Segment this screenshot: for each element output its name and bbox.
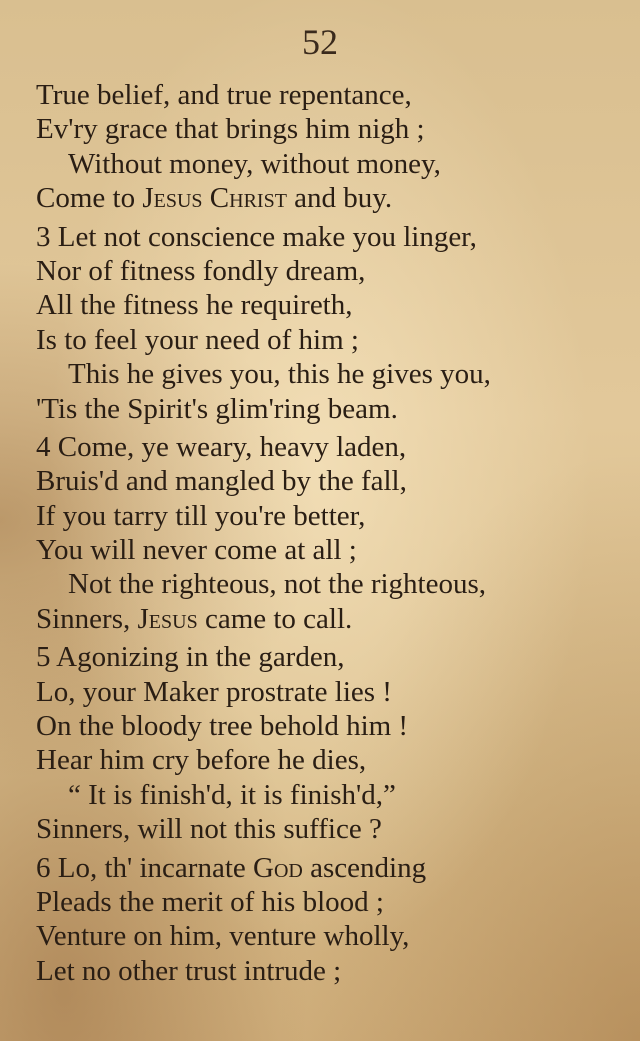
verse-line: Bruis'd and mangled by the fall, [36, 465, 407, 498]
verse-line: 5 Agonizing in the garden, [36, 641, 345, 674]
verse-line: Come to Jesus Christ and buy. [36, 182, 393, 215]
verse-line: This he gives you, this he gives you, [68, 358, 491, 391]
verse-line: Without money, without money, [68, 147, 441, 180]
verse-line: Not the righteous, not the righteous, [68, 568, 487, 601]
verse-line: All the fitness he requireth, [36, 289, 353, 322]
verse-line: True belief, and true repentance, [36, 79, 412, 111]
verse-line: 4 Come, ye weary, heavy laden, [36, 430, 407, 463]
verse-line: 3 Let not conscience make you linger, [36, 220, 477, 253]
verse-line: 'Tis the Spirit's glim'ring beam. [36, 392, 398, 425]
verse-line: If you tarry till you're better, [36, 499, 366, 532]
verse-line: “ It is finish'd, it is finish'd,” [68, 778, 396, 811]
verse-line: Is to feel your need of him ; [36, 323, 359, 356]
verse-line: Sinners, will not this suffice ? [36, 813, 382, 846]
hymn-text [36, 78, 626, 988]
verse-line: You will never come at all ; [36, 534, 357, 567]
verse-line: Ev'ry grace that brings him nigh ; [36, 113, 425, 146]
page-number: 52 [302, 22, 338, 62]
verse-line: Nor of fitness fondly dream, [36, 254, 366, 287]
verse-line: Hear him cry before he dies, [36, 744, 367, 777]
verse-line: Let no other trust intrude ; [36, 954, 342, 987]
verse-line: Pleads the merit of his blood ; [36, 885, 384, 918]
small-caps-name: Jesus Christ [142, 182, 287, 215]
verse-line: Lo, your Maker prostrate lies ! [36, 675, 392, 708]
verse-line: 6 Lo, th' incarnate God ascending [36, 851, 427, 884]
small-caps-name: God [253, 851, 303, 884]
verse-line: Sinners, Jesus came to call. [36, 602, 353, 635]
small-caps-name: Jesus [137, 602, 198, 635]
verse-line: On the bloody tree behold him ! [36, 710, 409, 743]
verse-line: Venture on him, venture wholly, [36, 920, 410, 953]
